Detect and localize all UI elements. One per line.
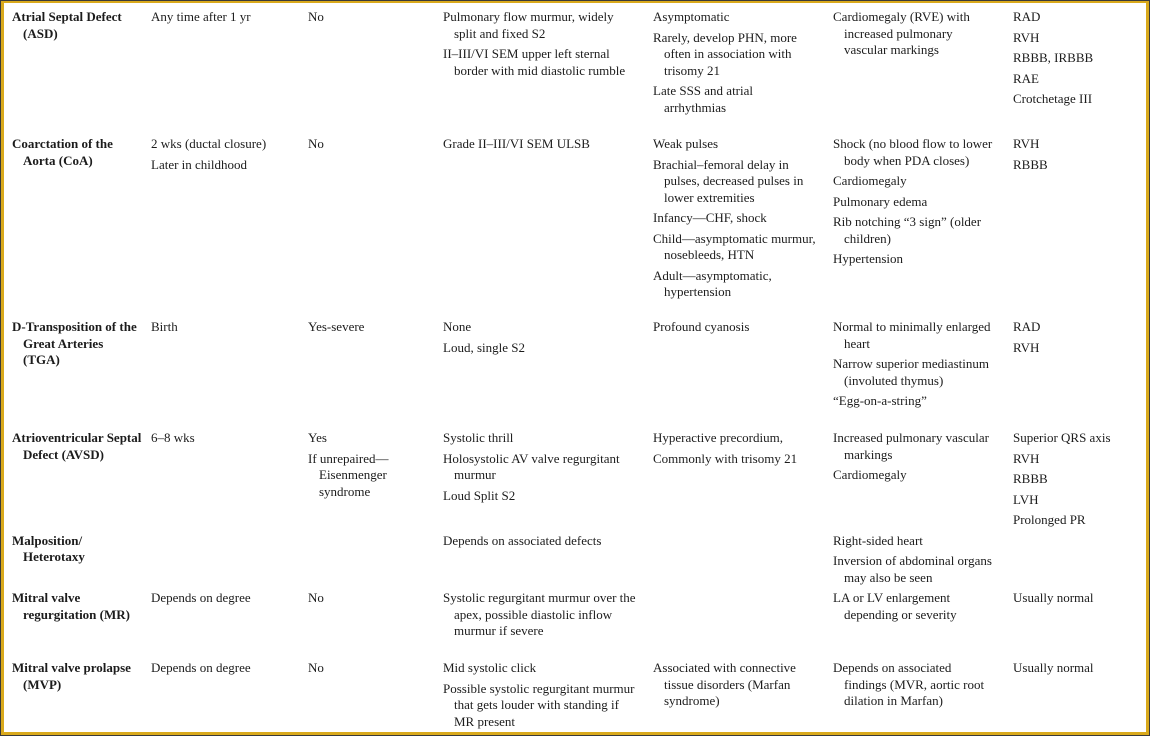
cell-paragraph: Right-sided heart: [833, 532, 923, 548]
cell-paragraph: No: [308, 660, 324, 675]
cell-paragraph: Yes: [308, 430, 327, 445]
cell-paragraph: 6–8 wks: [151, 430, 195, 445]
cell-murmur-exam: [443, 533, 653, 591]
table-row: [4, 9, 1146, 136]
cell-ecg: [1013, 533, 1146, 591]
cell-murmur-exam: [443, 136, 653, 319]
cell-symptoms: [653, 430, 833, 533]
cell-paragraph: Atrioventricular Septal Defect (AVSD): [12, 430, 142, 462]
cell-ecg: [1013, 136, 1146, 319]
cell-paragraph: Depends on associated defects: [443, 532, 602, 548]
cell-paragraph: RBBB: [1013, 471, 1048, 486]
cell-paragraph: Holosystolic AV valve regurgitant murmur: [443, 450, 620, 482]
cell-paragraph: Depends on degree: [151, 660, 251, 675]
cell-chest-xray: [833, 533, 1013, 591]
cell-condition: [4, 660, 151, 734]
cell-paragraph: Inversion of abdominal organs may also be seen: [833, 553, 992, 585]
table-row: [4, 319, 1146, 430]
reference-table-frame: [1, 1, 1149, 735]
cell-paragraph: Commonly with trisomy 21: [653, 450, 798, 466]
cell-chest-xray: [833, 319, 1013, 430]
cell-paragraph: II–III/VI SEM upper left sternal border with mid diastolic rumble: [443, 46, 626, 78]
cell-cyanosis: [308, 136, 443, 319]
cell-paragraph: Cardiomegaly (RVE) with increased pulmonary vascular markings: [833, 9, 970, 57]
cell-paragraph: Systolic thrill: [443, 430, 514, 445]
cell-timing: [151, 590, 308, 660]
cell-paragraph: RVH: [1013, 136, 1040, 151]
cell-symptoms: [653, 533, 833, 591]
cell-paragraph: Loud Split S2: [443, 487, 516, 503]
cell-paragraph: Mid systolic click: [443, 660, 537, 675]
cell-paragraph: Brachial–femoral delay in pulses, decreased pulses in lower extremities: [653, 156, 804, 205]
cell-paragraph: Depends on associated findings (MVR, aortic root dilation in Marfan): [833, 660, 985, 708]
cell-murmur-exam: [443, 319, 653, 430]
cell-timing: [151, 9, 308, 136]
cell-timing: [151, 430, 308, 533]
cell-paragraph: None: [443, 319, 472, 334]
cell-symptoms: [653, 660, 833, 734]
cell-paragraph: Pulmonary flow murmur, widely split and fixed S2: [443, 9, 614, 41]
cell-cyanosis: [308, 590, 443, 660]
cell-paragraph: Grade II–III/VI SEM ULSB: [443, 136, 590, 151]
cell-paragraph: Atrial Septal Defect (ASD): [12, 9, 122, 41]
cell-ecg: [1013, 430, 1146, 533]
cell-paragraph: RBBB, IRBBB: [1013, 50, 1094, 65]
cell-chest-xray: [833, 430, 1013, 533]
table-row: [4, 590, 1146, 660]
cell-paragraph: Superior QRS axis: [1013, 430, 1111, 445]
cell-paragraph: Mitral valve regurgitation (MR): [12, 590, 130, 622]
cell-paragraph: Depends on degree: [151, 590, 251, 605]
cell-paragraph: RVH: [1013, 339, 1040, 355]
cell-paragraph: LA or LV enlargement depending or severity: [833, 590, 957, 622]
cell-symptoms: [653, 9, 833, 136]
cell-paragraph: LVH: [1013, 491, 1039, 507]
cell-symptoms: [653, 319, 833, 430]
cell-paragraph: Associated with connective tissue disorders (Marfan syndrome): [653, 660, 796, 708]
cell-paragraph: Coarctation of the Aorta (CoA): [12, 136, 113, 168]
cell-paragraph: No: [308, 9, 324, 24]
cell-paragraph: Malposition/ Heterotaxy: [12, 532, 85, 564]
cell-paragraph: Profound cyanosis: [653, 319, 750, 334]
cell-timing: [151, 319, 308, 430]
cell-ecg: [1013, 9, 1146, 136]
cell-paragraph: “Egg-on-a-string”: [833, 393, 927, 408]
cell-paragraph: Later in childhood: [151, 156, 248, 172]
cell-paragraph: Normal to minimally enlarged heart: [833, 319, 991, 351]
cell-paragraph: Hypertension: [833, 251, 904, 266]
cell-paragraph: Shock (no blood flow to lower body when PDA closes): [833, 136, 993, 168]
table-row: [4, 660, 1146, 734]
table-row: [4, 136, 1146, 319]
cell-paragraph: D-Transposition of the Great Arteries (TGA): [12, 319, 137, 367]
cell-condition: [4, 136, 151, 319]
cell-paragraph: Crotchetage III: [1013, 91, 1093, 106]
cell-murmur-exam: [443, 430, 653, 533]
cell-chest-xray: [833, 660, 1013, 734]
cell-chest-xray: [833, 136, 1013, 319]
table-body: [4, 9, 1146, 734]
cell-cyanosis: [308, 430, 443, 533]
cell-paragraph: RVH: [1013, 29, 1040, 45]
congenital-heart-defect-table: [4, 9, 1146, 734]
cell-chest-xray: [833, 9, 1013, 136]
cell-paragraph: Birth: [151, 319, 178, 334]
cell-paragraph: 2 wks (ductal closure): [151, 136, 267, 151]
cell-paragraph: Cardiomegaly: [833, 173, 907, 188]
cell-paragraph: RAD: [1013, 9, 1041, 24]
cell-symptoms: [653, 136, 833, 319]
cell-paragraph: Usually normal: [1013, 660, 1094, 675]
cell-cyanosis: [308, 533, 443, 591]
cell-condition: [4, 319, 151, 430]
table-row: [4, 430, 1146, 533]
cell-condition: [4, 9, 151, 136]
cell-paragraph: Any time after 1 yr: [151, 9, 251, 24]
cell-paragraph: Systolic regurgitant murmur over the apex, possible diastolic inflow murmur if severe: [443, 590, 636, 638]
cell-paragraph: No: [308, 136, 324, 151]
cell-paragraph: Mitral valve prolapse (MVP): [12, 660, 131, 692]
cell-cyanosis: [308, 660, 443, 734]
cell-paragraph: If unrepaired—Eisenmenger syndrome: [308, 450, 389, 499]
table-row: [4, 533, 1146, 591]
cell-paragraph: Possible systolic regurgitant murmur that gets louder with standing if MR present: [443, 680, 635, 729]
cell-paragraph: Usually normal: [1013, 590, 1094, 605]
cell-timing: [151, 660, 308, 734]
cell-paragraph: Rarely, develop PHN, more often in association with trisomy 21: [653, 29, 797, 78]
cell-paragraph: Weak pulses: [653, 136, 719, 151]
cell-chest-xray: [833, 590, 1013, 660]
cell-ecg: [1013, 319, 1146, 430]
cell-paragraph: Adult—asymptomatic, hypertension: [653, 267, 772, 299]
cell-murmur-exam: [443, 590, 653, 660]
cell-condition: [4, 533, 151, 591]
cell-paragraph: Narrow superior mediastinum (involuted thymus): [833, 356, 989, 388]
cell-paragraph: Pulmonary edema: [833, 193, 928, 209]
cell-paragraph: Yes-severe: [308, 319, 365, 334]
cell-cyanosis: [308, 9, 443, 136]
cell-paragraph: Child—asymptomatic murmur, nosebleeds, HTN: [653, 230, 816, 262]
cell-murmur-exam: [443, 660, 653, 734]
cell-murmur-exam: [443, 9, 653, 136]
cell-paragraph: Cardiomegaly: [833, 467, 907, 482]
cell-paragraph: RBBB: [1013, 156, 1048, 172]
cell-paragraph: RAE: [1013, 70, 1039, 86]
cell-paragraph: Infancy—CHF, shock: [653, 210, 767, 225]
cell-ecg: [1013, 590, 1146, 660]
cell-ecg: [1013, 660, 1146, 734]
cell-paragraph: Rib notching “3 sign” (older children): [833, 214, 982, 246]
cell-timing: [151, 533, 308, 591]
cell-paragraph: Late SSS and atrial arrhythmias: [653, 83, 754, 115]
cell-paragraph: RVH: [1013, 450, 1040, 466]
cell-paragraph: Hyperactive precordium,: [653, 430, 783, 445]
cell-paragraph: Loud, single S2: [443, 339, 525, 355]
cell-symptoms: [653, 590, 833, 660]
cell-timing: [151, 136, 308, 319]
cell-paragraph: RAD: [1013, 319, 1041, 334]
cell-paragraph: Prolonged PR: [1013, 512, 1086, 527]
cell-paragraph: Asymptomatic: [653, 9, 730, 24]
cell-paragraph: Increased pulmonary vascular markings: [833, 430, 989, 462]
cell-condition: [4, 590, 151, 660]
cell-cyanosis: [308, 319, 443, 430]
cell-paragraph: No: [308, 590, 324, 605]
cell-condition: [4, 430, 151, 533]
